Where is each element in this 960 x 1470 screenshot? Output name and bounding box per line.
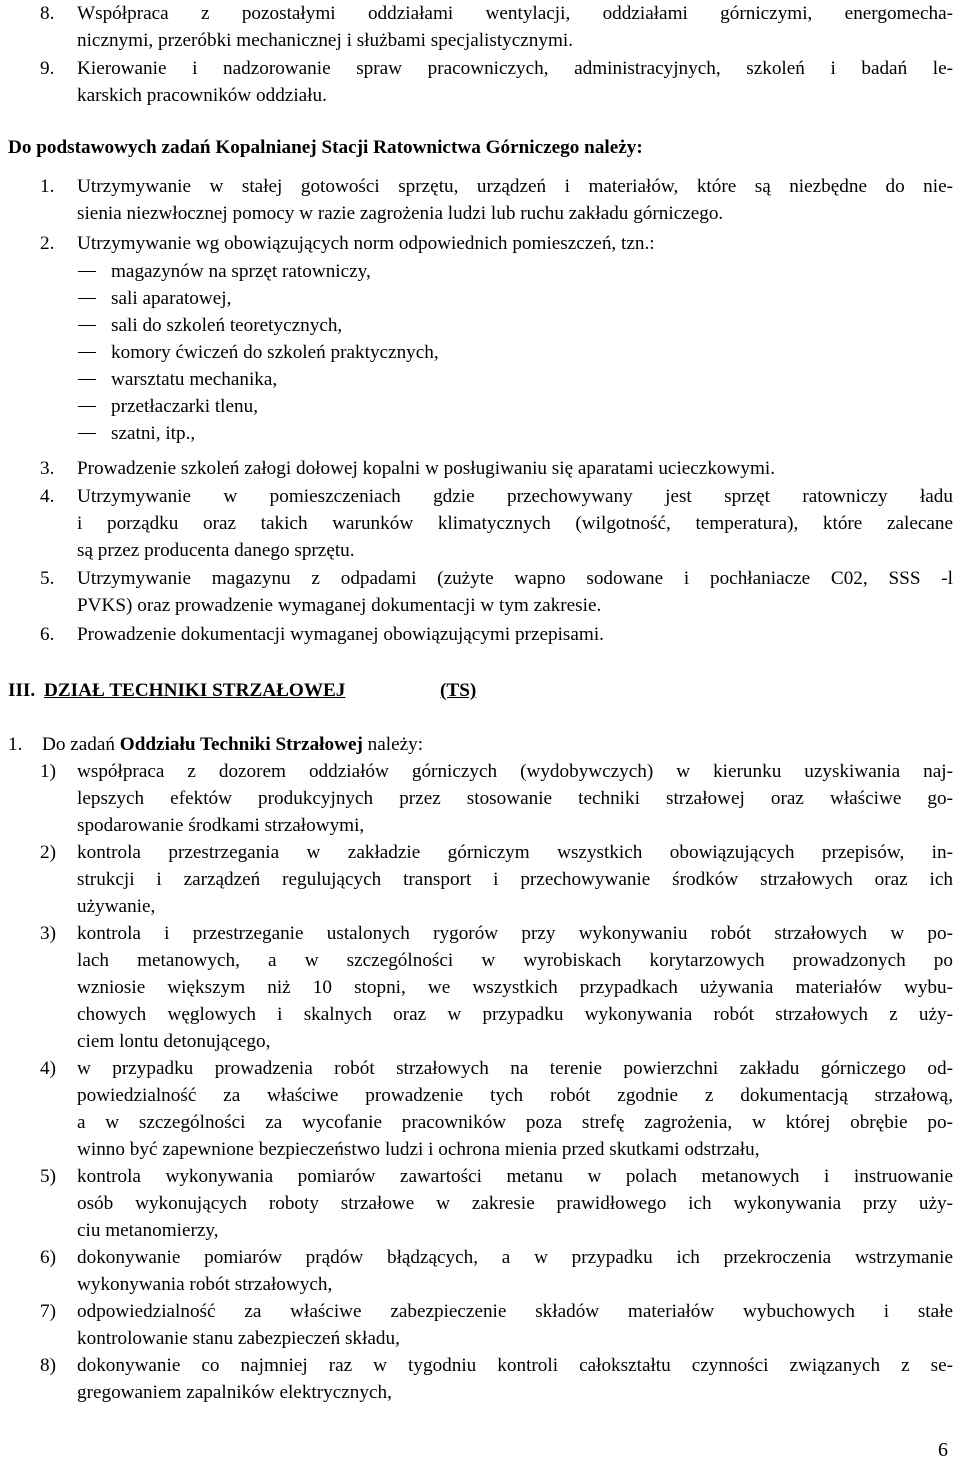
- list-item-line: Utrzymywanie magazynu z odpadami (zużyte wapno sodowane i pochłaniacze C02, SSS -l: [77, 568, 953, 589]
- ts-list-item-line: współpraca z dozorem oddziałów górniczych (wydobywczych) w kierunku uzyskiwania naj-: [77, 761, 953, 782]
- ts-list-item-number: 6): [40, 1247, 56, 1268]
- ts-list-item-line: powiedzialność za właściwe prowadzenie tych robót zgodnie z dokumentacją strzałową,: [77, 1085, 953, 1106]
- ts-list-item-line: dokonywanie co najmniej raz w tygodniu kontroli całokształtu czynności związanych z se-: [77, 1355, 953, 1376]
- dash-list-text: przetłaczarki tlenu,: [111, 396, 259, 417]
- list-item-number: 8.: [40, 3, 55, 24]
- list-item-line: PVKS) oraz prowadzenie wymaganej dokumentacji w tym zakresie.: [77, 595, 602, 616]
- ts-list-item-line: odpowiedzialność za właściwe zabezpieczenie składów materiałów wybuchowych i stałe: [77, 1301, 953, 1322]
- ts-list-item-line: osób wykonujących roboty strzałowe w zakresie prawidłowego ich wykonywania przy uży-: [77, 1193, 953, 1214]
- list-item-number: 6.: [40, 624, 55, 645]
- page-number: 6: [938, 1439, 948, 1461]
- dash-list-text: komory ćwiczeń do szkoleń praktycznych,: [111, 342, 439, 363]
- ts-list-item-line: kontrola i przestrzeganie ustalonych rygorów przy wykonywaniu robót strzałowych w po-: [77, 923, 953, 944]
- list-item-line: sienia niezwłocznej pomocy w razie zagrożenia ludzi lub ruchu zakładu górniczego.: [77, 203, 724, 224]
- ts-list-item-number: 2): [40, 842, 56, 863]
- ts-list-item-line: strukcji i zarządzeń regulujących transport i przechowywanie środków strzałowych oraz ich: [77, 869, 953, 890]
- dash-bullet: [78, 406, 96, 407]
- section-name: DZIAŁ TECHNIKI STRZAŁOWEJ: [44, 680, 346, 701]
- ts-list-item-number: 4): [40, 1058, 56, 1079]
- dash-list-text: szatni, itp.,: [111, 423, 196, 444]
- section-code: (TS): [440, 680, 477, 701]
- list-item-number: 9.: [40, 58, 55, 79]
- list-item-line: nicznymi, przeróbki mechanicznej i służbami specjalistycznymi.: [77, 30, 574, 51]
- section-number: III.: [8, 680, 36, 701]
- ts-list-item-line: lepszych efektów produkcyjnych przez stosowanie techniki strzałowej oraz właściwe go-: [77, 788, 953, 809]
- ts-list-item-line: w przypadku prowadzenia robót strzałowych na terenie powierzchni zakładu górniczego od-: [77, 1058, 953, 1079]
- section-title: [8, 677, 477, 704]
- ts-intro-number: 1.: [8, 734, 23, 755]
- ts-list-item-line: kontrola przestrzegania w zakładzie górniczym wszystkich obowiązujących przepisów, in-: [77, 842, 953, 863]
- dash-bullet: [78, 325, 96, 326]
- dash-bullet: [78, 271, 96, 272]
- ts-list-item-number: 7): [40, 1301, 56, 1322]
- list-item-line: są przez producenta danego sprzętu.: [77, 540, 355, 561]
- list-item-number: 5.: [40, 568, 55, 589]
- list-item-number: 4.: [40, 486, 55, 507]
- dash-bullet: [78, 433, 96, 434]
- list-item-line: Utrzymywanie w stałej gotowości sprzętu, urządzeń i materiałów, które są niezbędne do nie-: [77, 176, 953, 197]
- ts-list-item-line: wykonywania robót strzałowych,: [77, 1274, 333, 1295]
- ts-list-item-line: ciem lontu detonującego,: [77, 1031, 271, 1052]
- list-item-number: 3.: [40, 458, 55, 479]
- list-item-number: 2.: [40, 233, 55, 254]
- ts-list-item-number: 8): [40, 1355, 56, 1376]
- ts-list-item-number: 5): [40, 1166, 56, 1187]
- ts-list-item-line: lach metanowych, a w szczególności w wyrobiskach korytarzowych prowadzonych po: [77, 950, 953, 971]
- list-item-line: Prowadzenie dokumentacji wymaganej obowiązującymi przepisami.: [77, 624, 604, 645]
- list-item-line: Utrzymywanie wg obowiązujących norm odpowiednich pomieszczeń, tzn.:: [77, 233, 655, 254]
- list-item-line: karskich pracowników oddziału.: [77, 85, 327, 106]
- list-item-line: Kierowanie i nadzorowanie spraw pracowniczych, administracyjnych, szkoleń i badań le-: [77, 58, 953, 79]
- dash-list-text: sali do szkoleń teoretycznych,: [111, 315, 343, 336]
- ts-list-item-line: używanie,: [77, 896, 156, 917]
- ts-intro-bold: Oddziału Techniki Strzałowej: [119, 734, 363, 755]
- ts-list-item-line: gregowaniem zapalników elektrycznych,: [77, 1382, 392, 1403]
- list-item-number: 1.: [40, 176, 55, 197]
- list-item-line: Prowadzenie szkoleń załogi dołowej kopalni w posługiwaniu się aparatami ucieczkowymi.: [77, 458, 776, 479]
- dash-bullet: [78, 352, 96, 353]
- ts-list-item-line: ciu metanomierzy,: [77, 1220, 219, 1241]
- ts-list-item-number: 3): [40, 923, 56, 944]
- ts-intro-pre: Do zadań: [42, 734, 120, 755]
- dash-list-text: warsztatu mechanika,: [111, 369, 278, 390]
- ts-list-item-number: 1): [40, 761, 56, 782]
- ts-list-item-line: kontrolowanie stanu zabezpieczeń składu,: [77, 1328, 400, 1349]
- ts-list-item-line: dokonywanie pomiarów prądów błądzących, a w przypadku ich przekroczenia wstrzymanie: [77, 1247, 953, 1268]
- list-item-line: i porządku oraz takich warunków klimatycznych (wilgotność, temperatura), które zalecane: [77, 513, 953, 534]
- ts-list-item-line: wzniosie większym niż 10 stopni, we wszystkich przypadkach używania materiałów wybu-: [77, 977, 953, 998]
- dash-list-text: sali aparatowej,: [111, 288, 232, 309]
- list-item-line: Współpraca z pozostałymi oddziałami wentylacji, oddziałami górniczymi, energomecha-: [77, 3, 953, 24]
- ts-list-item-line: chowych węglowych i skalnych oraz w przypadku wykonywania robót strzałowych z uży-: [77, 1004, 953, 1025]
- list-item-line: Utrzymywanie w pomieszczeniach gdzie przechowywany jest sprzęt ratowniczy ładu: [77, 486, 953, 507]
- ts-list-item-line: kontrola wykonywania pomiarów zawartości metanu w polach metanowych i instruowanie: [77, 1166, 953, 1187]
- ts-intro-post: należy:: [362, 734, 424, 755]
- dash-bullet: [78, 379, 96, 380]
- ts-intro-text: [42, 731, 918, 758]
- ts-list-item-line: a w szczególności za wycofanie pracowników poza strefę zagrożenia, w której obrębie po-: [77, 1112, 953, 1133]
- ts-list-item-line: spodarowanie środkami strzałowymi,: [77, 815, 365, 836]
- ts-list-item-line: winno być zapewnione bezpieczeństwo ludzi i ochrona mienia przed skutkami odstrzału,: [77, 1139, 760, 1160]
- section-heading: Do podstawowych zadań Kopalnianej Stacji Ratownictwa Górniczego należy:: [8, 137, 643, 158]
- dash-list-text: magazynów na sprzęt ratowniczy,: [111, 261, 371, 282]
- dash-bullet: [78, 298, 96, 299]
